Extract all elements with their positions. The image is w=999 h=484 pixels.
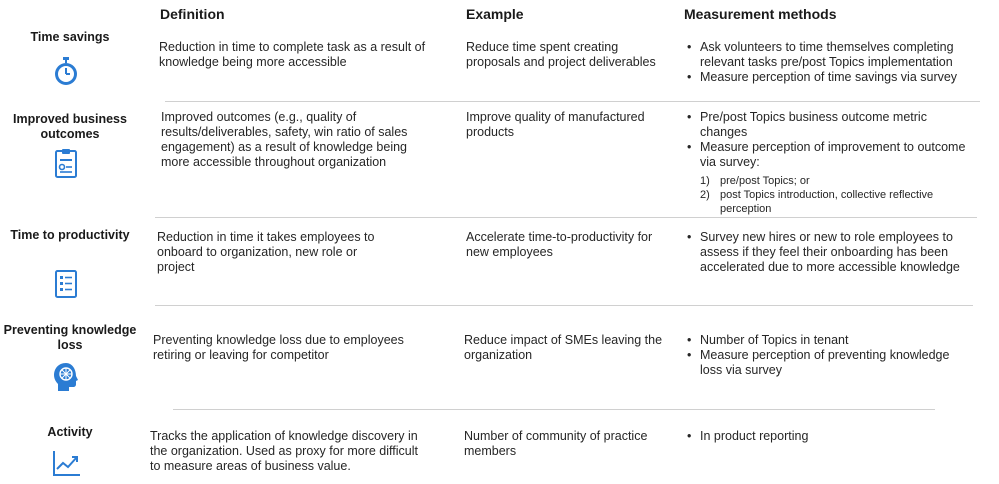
- category-time-savings: Time savings: [30, 30, 110, 44]
- example-text: Reduce impact of SMEs leaving the organization: [464, 333, 663, 362]
- checklist-icon: [50, 268, 82, 300]
- measurement-sub-item: 1) pre/post Topics; or: [700, 175, 810, 187]
- row-divider: [155, 217, 977, 218]
- measurement-sub-item: 2) post Topics introduction, collective reflective perception: [700, 189, 934, 215]
- definition-text: Preventing knowledge loss due to employees retiring or leaving for competitor: [153, 333, 404, 362]
- example-text: Improve quality of manufactured products: [466, 110, 645, 139]
- measurement-list: [684, 110, 974, 216]
- category-time-to-productivity: Time to productivity: [10, 228, 130, 242]
- header-example: Example: [466, 6, 524, 22]
- category-preventing-knowledge-loss: Preventing knowledge loss: [3, 323, 137, 352]
- measurement-list: [684, 40, 974, 85]
- measurement-item: • In product reporting: [684, 429, 974, 444]
- brain-head-icon: [50, 361, 82, 393]
- example-text: Reduce time spent creating proposals and project deliverables: [466, 40, 656, 69]
- definition-text: Reduction in time to complete task as a result of knowledge being more accessible: [159, 40, 426, 69]
- measurement-item: • Measure perception of improvement to outcome via survey:: [684, 140, 974, 170]
- measurement-list: [684, 230, 974, 275]
- header-measurement-methods: Measurement methods: [684, 6, 837, 22]
- measurement-item: • Pre/post Topics business outcome metric changes: [684, 110, 974, 140]
- measurement-item: • Number of Topics in tenant: [684, 333, 974, 348]
- example-text: Accelerate time-to-productivity for new employees: [466, 230, 653, 259]
- row-divider: [155, 305, 973, 306]
- row-divider: [165, 101, 980, 102]
- header-definition: Definition: [160, 6, 225, 22]
- measurement-list: [684, 333, 974, 378]
- measurement-item: • Survey new hires or new to role employees to assess if they feel their onboarding has been accelerated due to more accessible knowledge: [684, 230, 974, 275]
- definition-text: Reduction in time it takes employees to onboard to organization, new role or project: [157, 230, 375, 274]
- trend-chart-icon: [50, 447, 82, 479]
- category-activity: Activity: [47, 425, 93, 439]
- stopwatch-icon: [50, 55, 82, 87]
- row-divider: [173, 409, 935, 410]
- definition-text: Improved outcomes (e.g., quality of results/deliverables, safety, win ratio of sales engagement) as a result of knowledge being more accessible throughout organization: [161, 110, 408, 169]
- measurement-item: • Measure perception of preventing knowledge loss via survey: [684, 348, 974, 378]
- measurement-list: [684, 429, 974, 444]
- measurement-item: • Ask volunteers to time themselves completing relevant tasks pre/post Topics implementation: [684, 40, 974, 70]
- category-improved-business-outcomes: Improved business outcomes: [13, 112, 127, 141]
- measurement-item: • Measure perception of time savings via survey: [684, 70, 974, 85]
- clipboard-icon: [50, 147, 82, 179]
- definition-text: Tracks the application of knowledge discovery in the organization. Used as proxy for more difficult to measure areas of business value.: [150, 429, 418, 473]
- example-text: Number of community of practice members: [464, 429, 648, 458]
